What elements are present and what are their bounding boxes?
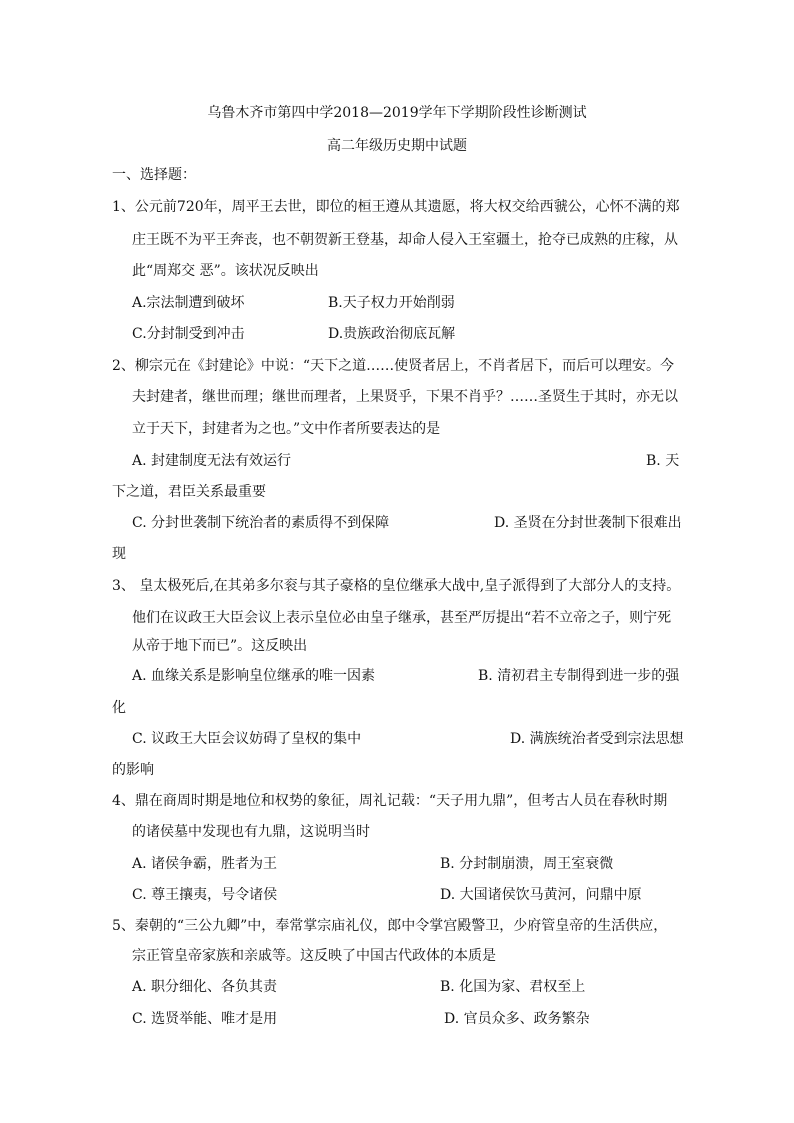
question-text-line: 宗正管皇帝家族和亲戚等。这反映了中国古代政体的本质是 [132,948,496,964]
option-a: A. 封建制度无法有效运行 [132,453,292,469]
option-d: D. 大国诸侯饮马黄河，问鼎中原 [440,887,642,903]
option-a: A. 血缘关系是影响皇位继承的唯一因素 [132,668,376,684]
question-text-line: 3、 皇太极死后,在其弟多尔衮与其子豪格的皇位继承大战中,皇子派得到了大部分人的支持。 [112,578,681,594]
option-d: D. 满族统治者受到宗法思想 [510,731,684,747]
question-text-line: 从帝于地下而已”。这反映出 [132,638,308,654]
option-c: C. 议政王大臣会议妨碍了皇权的集中 [132,731,362,747]
question-text-line: 庄王既不为平王奔丧，也不朝贺新王登基，却命人侵入王室疆土，抢夺已成熟的庄稼，从 [132,232,678,248]
option-b: B.天子权力开始削弱 [328,295,455,311]
option-c: C. 尊王攘夷，号令诸侯 [132,887,278,903]
option-b-continued: 下之道，君臣关系最重要 [112,484,266,500]
question-text-line: 此“周郑交 恶”。该状况反映出 [132,263,319,279]
option-a: A. 职分细化、各负其责 [132,979,278,995]
exam-subtitle: 高二年级历史期中试题 [327,138,467,154]
option-b: B. 分封制崩溃，周王室衰微 [440,856,614,872]
option-d: D.贵族政治彻底瓦解 [328,326,456,342]
option-b: B. 清初君主专制得到进一步的强 [478,668,680,684]
question-text-line: 立于天下，封建者为之也。”文中作者所要表达的是 [132,421,441,437]
option-d-continued: 现 [112,546,126,562]
question-text-line: 1、公元前720年，周平王去世，即位的桓王遵从其遗愿，将大权交给西虢公，心怀不满的郑 [112,199,680,215]
question-text-line: 夫封建者，继世而理；继世而理者，上果贤乎，下果不肖乎？……圣贤生于其时，亦无以 [132,389,678,405]
option-a: A.宗法制遭到破坏 [132,295,245,311]
option-a: A. 诸侯争霸，胜者为王 [132,856,278,872]
option-b: B. 天 [646,453,680,469]
option-d: D. 圣贤在分封世袭制下很难出 [494,515,682,531]
question-text-line: 他们在议政王大臣会议上表示皇位必由皇子继承，甚至严厉提出“若不立帝之子，则宁死 [132,610,672,626]
option-c: C. 分封世袭制下统治者的素质得不到保障 [132,515,390,531]
option-c: C.分封制受到冲击 [132,326,245,342]
exam-title: 乌鲁木齐市第四中学2018—2019学年下学期阶段性诊断测试 [207,105,587,121]
option-c: C. 选贤举能、唯才是用 [132,1011,278,1027]
question-text-line: 4、鼎在商周时期是地位和权势的象征，周礼记载：“天子用九鼎”，但考古人员在春秋时期 [112,793,668,809]
option-d: D. 官员众多、政务繁杂 [444,1011,590,1027]
question-text-line: 2、柳宗元在《封建论》中说：“天下之道……使贤者居上，不肖者居下，而后可以理安。今 [112,358,675,374]
question-text-line: 5、秦朝的“三公九卿”中，奉常掌宗庙礼仪，郎中令掌宫殿警卫，少府管皇帝的生活供应， [112,918,668,934]
section-heading: 一、选择题： [112,167,196,183]
option-b: B. 化国为家、君权至上 [440,979,586,995]
question-text-line: 的诸侯墓中发现也有九鼎，这说明当时 [132,824,370,840]
option-b-continued: 化 [112,700,126,716]
option-d-continued: 的影响 [112,762,154,778]
